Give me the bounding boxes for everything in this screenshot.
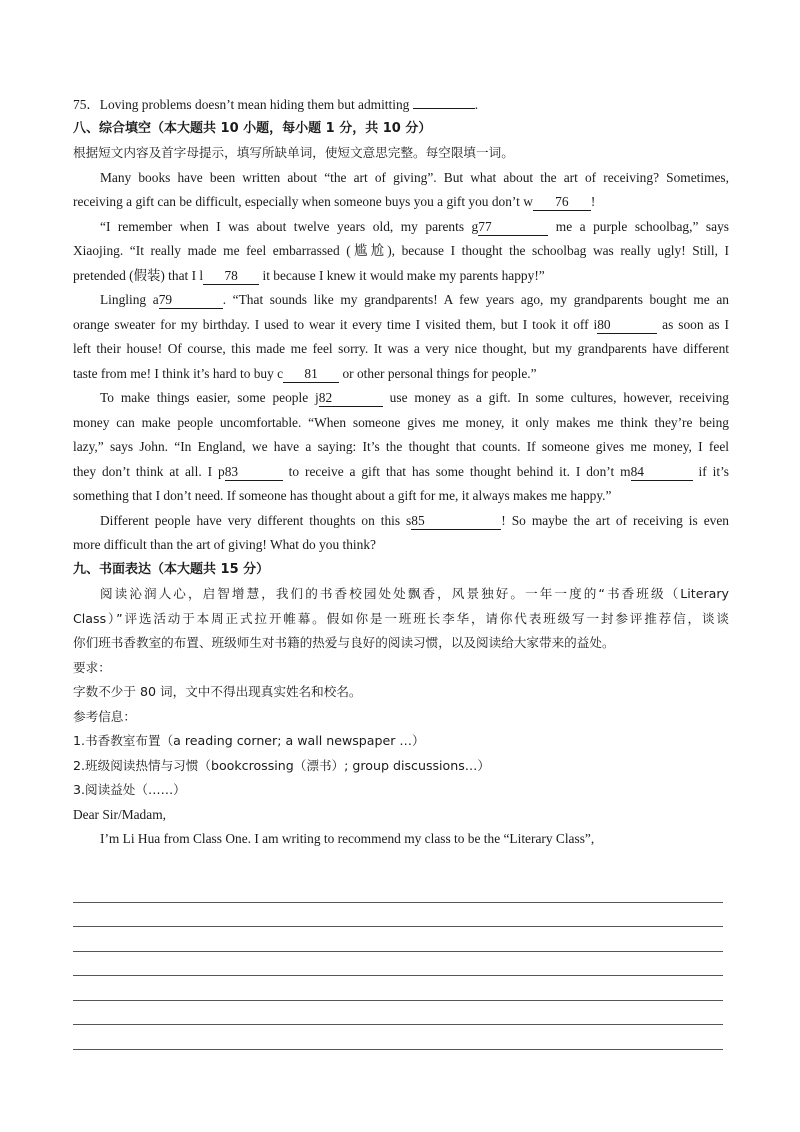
reference-label: 参考信息： <box>73 708 136 724</box>
answer-line[interactable] <box>73 1025 723 1050</box>
question-75-text: 75．Loving problems doesn’t mean hiding them but admitting <box>73 97 413 112</box>
reference-item-1: 1.书香教室布置（a reading corner; a wall newspaper …） <box>73 733 425 748</box>
blank-84[interactable]: 84 <box>631 464 693 481</box>
letter-greeting: Dear Sir/Madam, <box>73 806 166 822</box>
reference-item-2: 2.班级阅读热情与习惯（bookcrossing（漂书）; group discussions…） <box>73 757 490 773</box>
blank-78[interactable]: 78 <box>203 268 259 285</box>
passage-line: left their house! Of course, this made me feel sorry. It was a very nice thought, but my grandparents have different <box>73 341 729 356</box>
blank-79[interactable]: 79 <box>159 292 223 309</box>
blank-85[interactable]: 85 <box>411 513 501 530</box>
section-9-heading: 九、书面表达（本大题共 15 分） <box>73 561 270 577</box>
answer-line[interactable] <box>73 878 723 903</box>
worksheet-page <box>73 92 729 852</box>
passage-line: Many books have been written about “the art of giving”. But what about the art of receiving? Sometimes, <box>100 169 729 185</box>
answer-line[interactable] <box>73 952 723 977</box>
section-9-intro: 阅读沁润人心，启智增慧，我们的书香校园处处飘香，风景独好。一年一度的“书香班级（Literary <box>100 586 729 601</box>
blank-80[interactable]: 80 <box>597 317 657 334</box>
passage-line: “I remember when I was about twelve years old, my parents g77 me a purple schoolbag,” says <box>100 218 729 234</box>
passage-line: lazy,” says John. “In England, we have a saying: It’s the thought that counts. If someone gives me money, I feel <box>73 439 729 454</box>
answer-line[interactable] <box>73 976 723 1001</box>
passage-line: To make things easier, some people j82 use money as a gift. In some cultures, however, receiving <box>100 390 729 405</box>
passage-line: Xiaojing. “It really made me feel embarrassed (尴尬), because I thought the schoolbag was really ugly! Still, I <box>73 243 729 258</box>
passage-line: they don’t think at all. I p83 to receive a gift that has some thought behind it. I don’t m84 if it’s <box>73 463 729 479</box>
passage-line: receiving a gift can be difficult, especially when someone buys you a gift you don’t w 76 ! <box>73 194 596 209</box>
section-8-instruction: 根据短文内容及首字母提示，填写所缺单词，使短文意思完整。每空限填一词。 <box>73 145 514 160</box>
question-75: 75．Loving problems doesn’t mean hiding them but admitting . <box>73 92 729 117</box>
passage-line: taste from me! I think it’s hard to buy c 81 or other personal things for people.” <box>73 365 537 381</box>
requirements-label: 要求： <box>73 659 111 675</box>
answer-line[interactable] <box>73 1001 723 1026</box>
reference-item-3: 3.阅读益处（……） <box>73 782 186 797</box>
letter-opening: I’m Li Hua from Class One. I am writing to recommend my class to be the “Literary Class”, <box>100 831 595 846</box>
blank-77[interactable]: 77 <box>478 219 548 236</box>
blank-75[interactable] <box>413 92 475 109</box>
passage-line: orange sweater for my birthday. I used to wear it every time I visited them, but I took it off i80 as soon as I <box>73 316 729 332</box>
section-8-heading: 八、综合填空（本大题共 10 小题，每小题 1 分，共 10 分） <box>73 120 432 136</box>
blank-83[interactable]: 83 <box>225 464 283 481</box>
passage-line: more difficult than the art of giving! What do you think? <box>73 537 376 552</box>
requirements-text: 字数不少于 80 词，文中不得出现真实姓名和校名。 <box>73 684 362 699</box>
answer-line[interactable] <box>73 927 723 952</box>
passage-line: something that I don’t need. If someone has thought about a gift for me, it always makes me happy.” <box>73 488 612 503</box>
answer-line[interactable] <box>73 903 723 928</box>
section-9-intro: Class）”评选活动于本周正式拉开帷幕。假如你是一班班长李华，请你代表班级写一封参评推荐信，谈谈 <box>73 610 729 626</box>
blank-81[interactable]: 81 <box>283 366 339 383</box>
passage-line: Lingling a79 . “That sounds like my grandparents! A few years ago, my grandparents bought me an <box>100 292 729 307</box>
section-9-intro: 你们班书香教室的布置、班级师生对书籍的热爱与良好的阅读习惯，以及阅读给大家带来的益处。 <box>73 635 615 650</box>
passage-line: pretended (假装) that I l 78 it because I knew it would make my parents happy!” <box>73 267 545 283</box>
blank-82[interactable]: 82 <box>319 390 383 407</box>
answer-lines[interactable] <box>73 878 723 1050</box>
passage-line: Different people have very different thoughts on this s85 ! So maybe the art of receiving is even <box>100 512 729 528</box>
blank-76[interactable]: 76 <box>533 194 591 211</box>
passage-line: money can make people uncomfortable. “When someone gives me money, it only makes me think they’re being <box>73 414 729 430</box>
